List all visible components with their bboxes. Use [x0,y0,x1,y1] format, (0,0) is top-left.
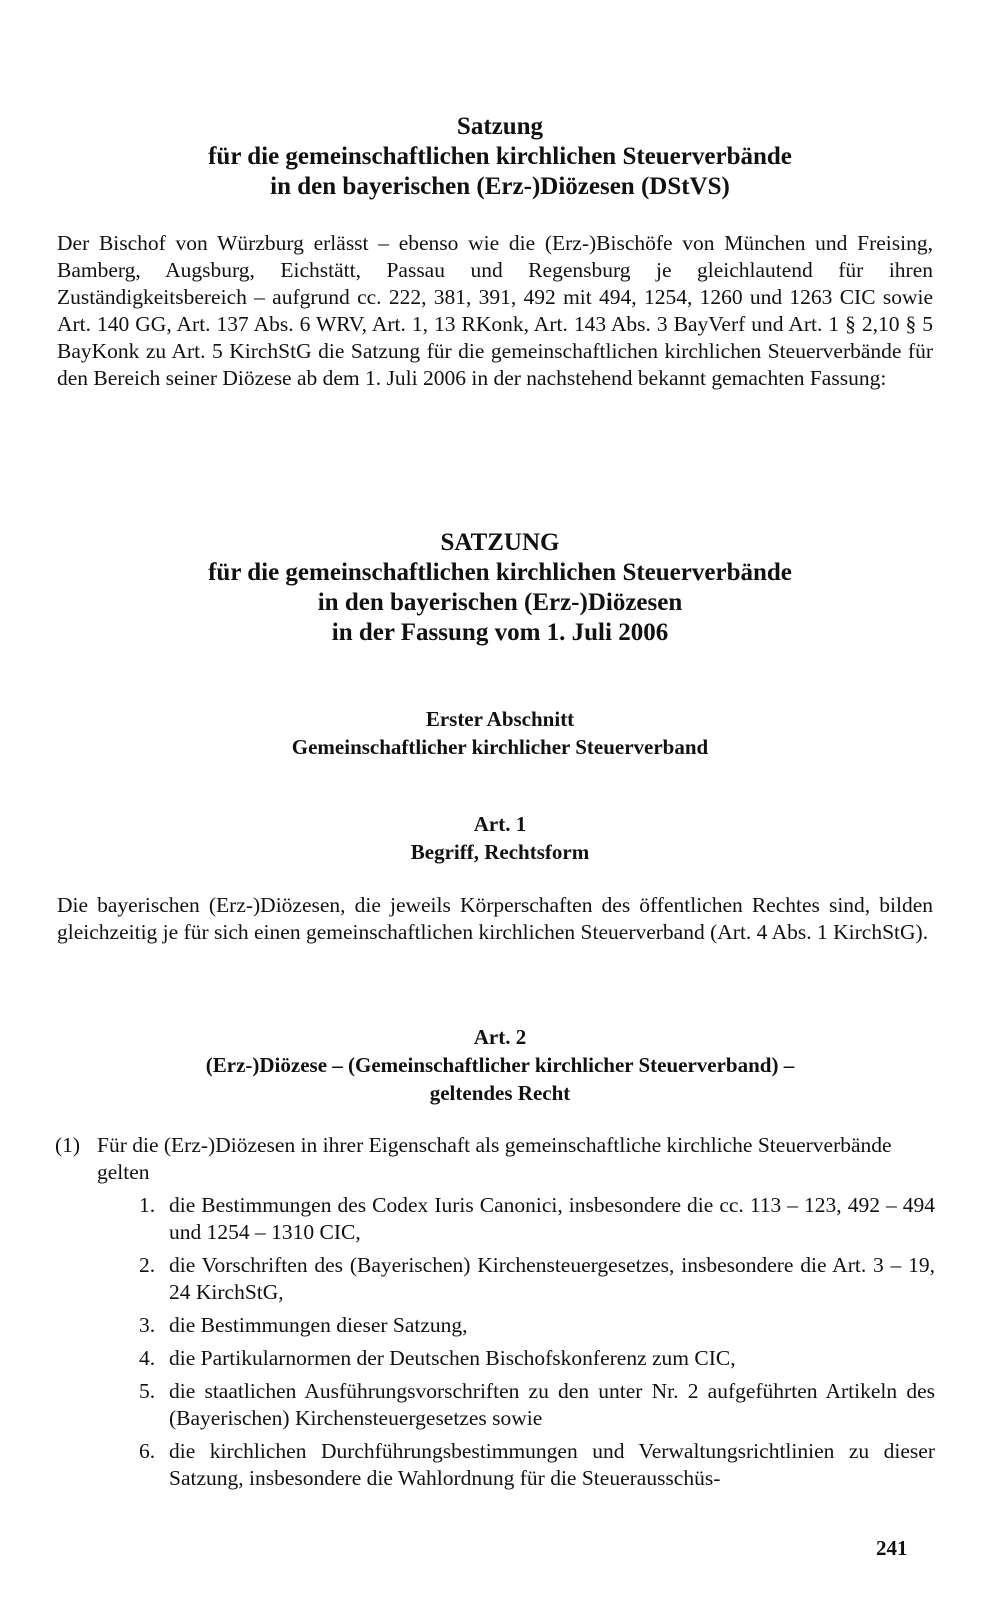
statute-title [0,528,1000,648]
list-item-number: 5. [139,1379,156,1403]
list-item-number: 2. [139,1253,156,1277]
section-heading-line-1: Erster Abschnitt [425,707,575,731]
list-item [139,1378,935,1432]
article-1-heading [0,810,1000,866]
list-item-text: die Bestimmungen dieser Satzung, [169,1313,468,1337]
article-2-paragraph-1 [55,1132,935,1492]
header-line-1: Satzung [456,113,544,140]
list-item-number: 1. [139,1193,156,1217]
list-item-text: die Vorschriften des (Bayerischen) Kirchensteuergesetzes, insbesondere die Art. 3 – 19, 24 KirchStG, [169,1253,935,1304]
list-item [139,1312,935,1339]
statute-title-line-3: in den bayerischen (Erz-)Diözesen [317,589,683,616]
section-heading-line-2: Gemeinschaftlicher kirchlicher Steuerverband [291,735,709,759]
article-1-title: Begriff, Rechtsform [410,840,590,864]
paragraph-number: (1) [55,1133,81,1157]
article-2-item-list [97,1192,935,1492]
list-item-text: die kirchlichen Durchführungsbestimmungen und Verwaltungsrichtlinien zu dieser Satzung, insbesondere die Wahlordnung für die Steuerausschüs- [169,1439,935,1490]
list-item [139,1252,935,1306]
list-item [139,1438,935,1492]
list-item-number: 6. [139,1439,156,1463]
list-item-text: die Partikularnormen der Deutschen Bischofskonferenz zum CIC, [169,1346,736,1370]
list-item-number: 4. [139,1346,156,1370]
document-header [0,112,1000,202]
statute-title-line-4: in der Fassung vom 1. Juli 2006 [331,619,669,646]
header-line-3: in den bayerischen (Erz-)Diözesen (DStVS) [270,173,730,200]
paragraph-text: Für die (Erz-)Diözesen in ihrer Eigenschaft als gemeinschaftliche kirchliche Steuerverbände gelten [97,1133,892,1184]
list-item-text: die Bestimmungen des Codex Iuris Canonici, insbesondere die cc. 113 – 123, 492 – 494 und 1254 – 1310 CIC, [169,1193,935,1244]
article-2-heading [0,1023,1000,1107]
article-2-title-line-2: geltendes Recht [429,1081,571,1105]
article-1-number: Art. 1 [473,812,527,836]
statute-title-line-2: für die gemeinschaftlichen kirchlichen Steuerverbände [208,559,792,586]
section-heading [0,705,1000,761]
list-item [139,1345,935,1372]
page-number: 241 [876,1536,908,1560]
article-1-text: Die bayerischen (Erz-)Diözesen, die jeweils Körperschaften des öffentlichen Rechtes sind, bilden gleichzeitig je für sich einen gemeinschaftlichen kirchlichen Steuerverband (Art. 4 Abs. 1 KirchStG). [57,893,933,944]
statute-title-line-1: SATZUNG [440,529,560,556]
article-2-title-line-1: (Erz-)Diözese – (Gemeinschaftlicher kirchlicher Steuerverband) – [205,1053,795,1077]
list-item [139,1192,935,1246]
list-item-number: 3. [139,1313,156,1337]
header-line-2: für die gemeinschaftlichen kirchlichen Steuerverbände [208,143,792,170]
intro-paragraph: Der Bischof von Würzburg erlässt – ebenso wie die (Erz-)Bischöfe von München und Freising, Bamberg, Augsburg, Eichstätt, Passau und Regensburg je gleichlautend für ihren Zuständigkeitsbereich – aufgrund cc. 222, 381, 391, 492 mit 494, 1254, 1260 und 1263 CIC sowie Art. 140 GG, Art. 137 Abs. 6 WRV, Art. 1, 13 RKonk, Art. 143 Abs. 3 BayVerf und Art. 1 § 2,10 § 5 BayKonk zu Art. 5 KirchStG die Satzung für die gemeinschaftlichen kirchlichen Steuerverbände für den Bereich seiner Diözese ab dem 1. Juli 2006 in der nachstehend bekannt gemachten Fassung: [57,231,933,390]
article-2-body [55,1132,935,1498]
list-item-text: die staatlichen Ausführungsvorschriften zu den unter Nr. 2 aufgeführten Artikeln des (Bayerischen) Kirchensteuergesetzes sowie [169,1379,935,1430]
article-2-number: Art. 2 [473,1025,527,1049]
